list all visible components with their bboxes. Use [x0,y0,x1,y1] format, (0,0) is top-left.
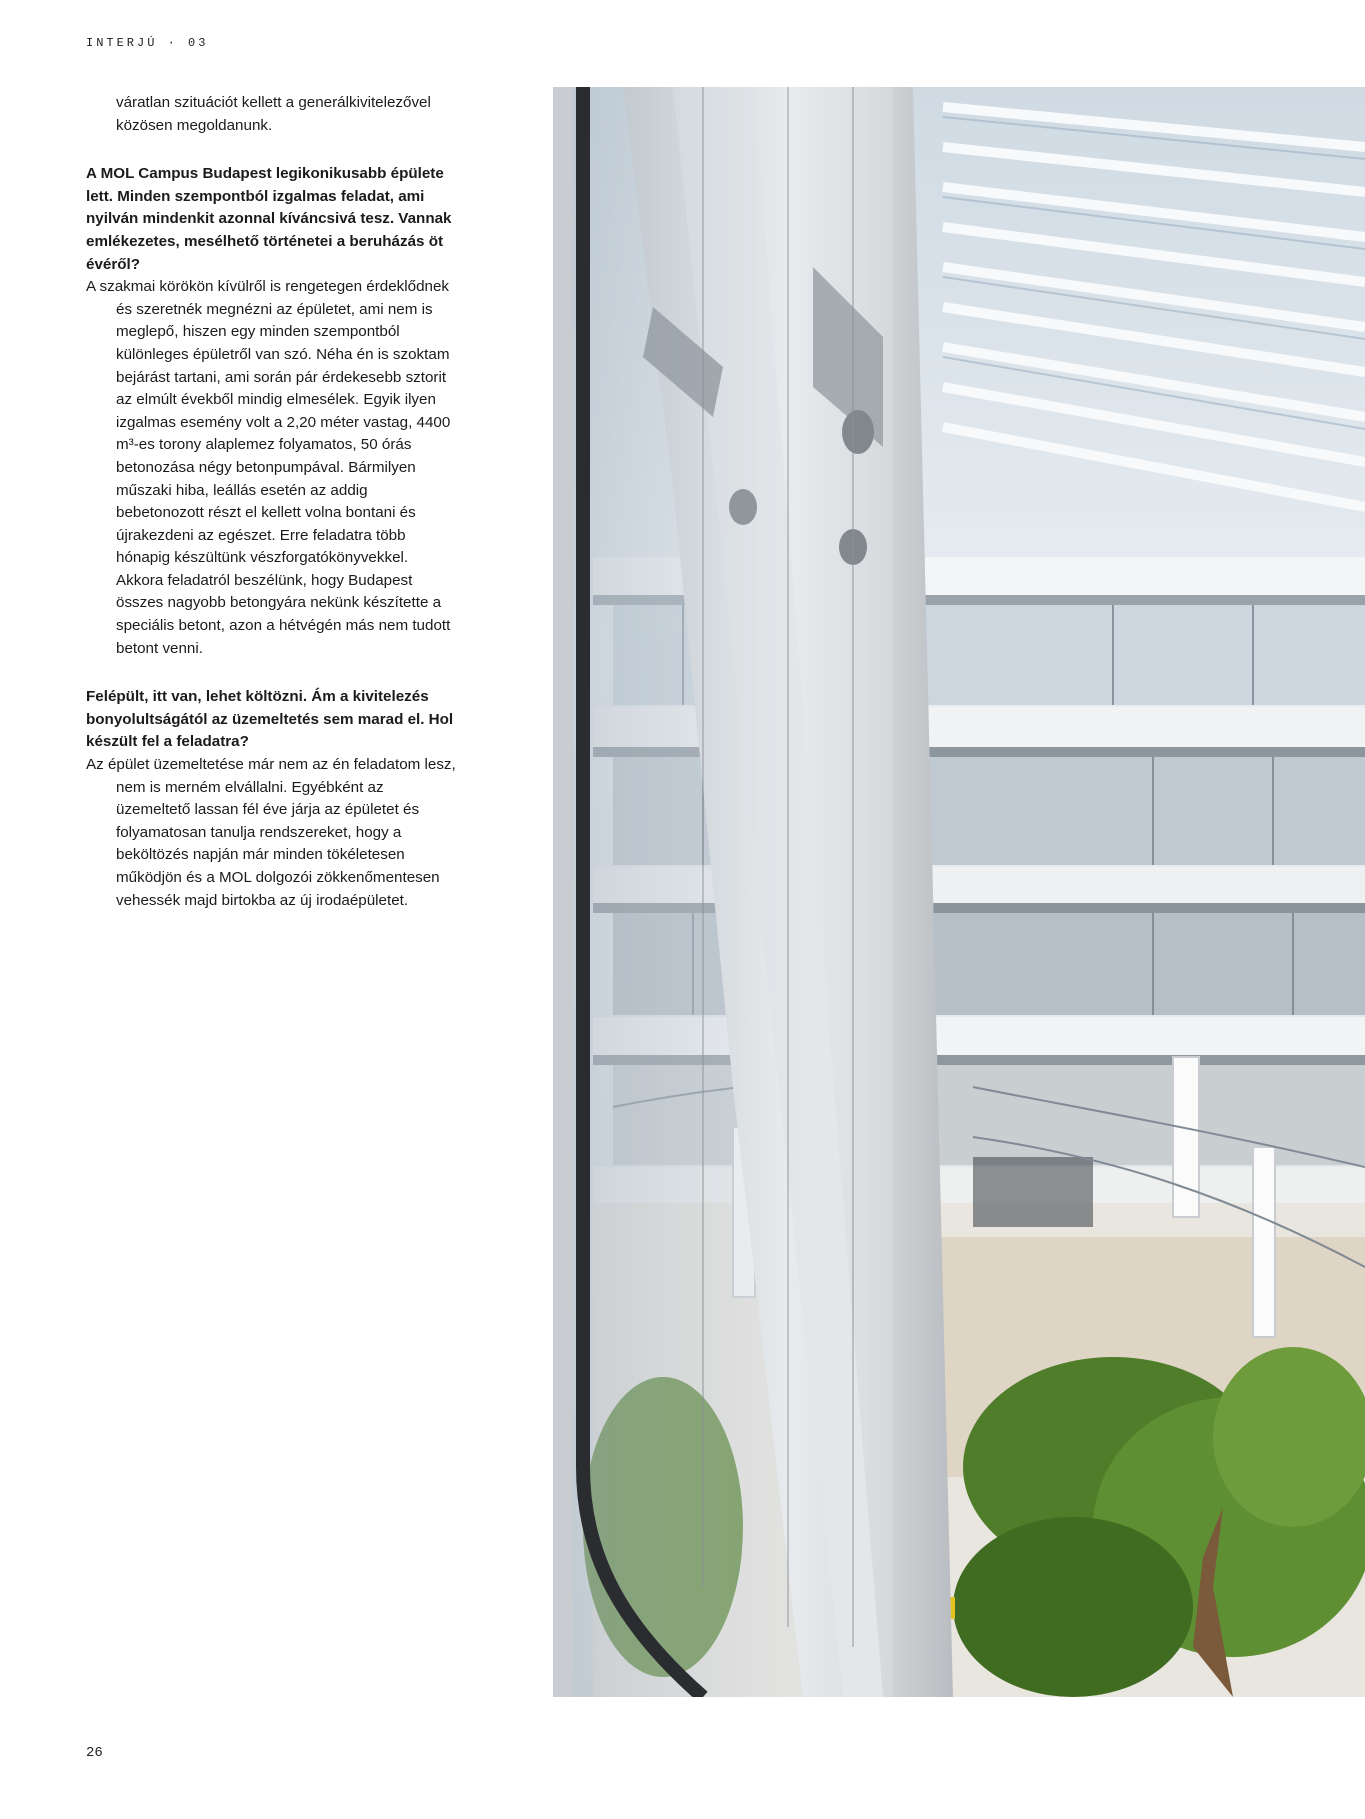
atrium-photo [553,87,1365,1697]
glass-reflection [553,87,893,1697]
intro-continuation-paragraph: váratlan szituációt kellett a generálkivitelezővel közösen megoldanunk. [116,94,431,134]
interview-question-1: A MOL Campus Budapest legikonikusabb épülete lett. Minden szempontból izgalmas feladat, ami nyilván mindenkit azonnal kíváncsivá tesz. Vannak emlékezetes, mesélhető történetei a beruházás öt évéről? [86,165,452,273]
page-number: 26 [86,1745,103,1761]
interview-answer-2: Az épület üzemeltetése már nem az én feladatom lesz, nem is merném elvállalni. Egyébként az üzemeltető lassan fél éve járja az épületet és folyamatosan tanulja rendszereket, hogy a beköltözés napján már minden tökéletesen működjön és a MOL dolgozói zökkenőmentesen vehessék majd birtokba az új irodaépületet. [86,756,456,909]
interview-answer-1: A szakmai körökön kívülről is rengetegen érdeklődnek és szeretnék megnézni az épületet, ami nem is meglepő, hiszen egy minden szempontból különleges épületről van szó. Néha én is szoktam bejárást tartani, ami során pár érdekesebb sztorit az elmúlt évekből mindig elmesélek. Egyik ilyen izgalmas esemény volt a 2,20 méter vastag, 4400 m³-es torony alaplemez folyamatos, 50 órás betonozása négy betonpumpával. Bármilyen műszaki hiba, leállás esetén az addig bebetonozott részt el kellett volna bontani és újrakezdeni az egészet. Erre feladatra több hónapig készültünk vészforgatókönyvekkel. Akkora feladatról beszélünk, hogy Budapest összes nagyobb betongyára nekünk készítette a speciális betont, azon a hétvégén más nem tudott betont venni. [86,278,451,657]
article-text-column [86,92,458,938]
interview-question-2: Felépült, itt van, lehet költözni. Ám a kivitelezés bonyolultságától az üzemeltetés sem marad el. Hol készült fel a feladatra? [86,688,454,751]
section-header: INTERJÚ · 03 [86,36,209,50]
